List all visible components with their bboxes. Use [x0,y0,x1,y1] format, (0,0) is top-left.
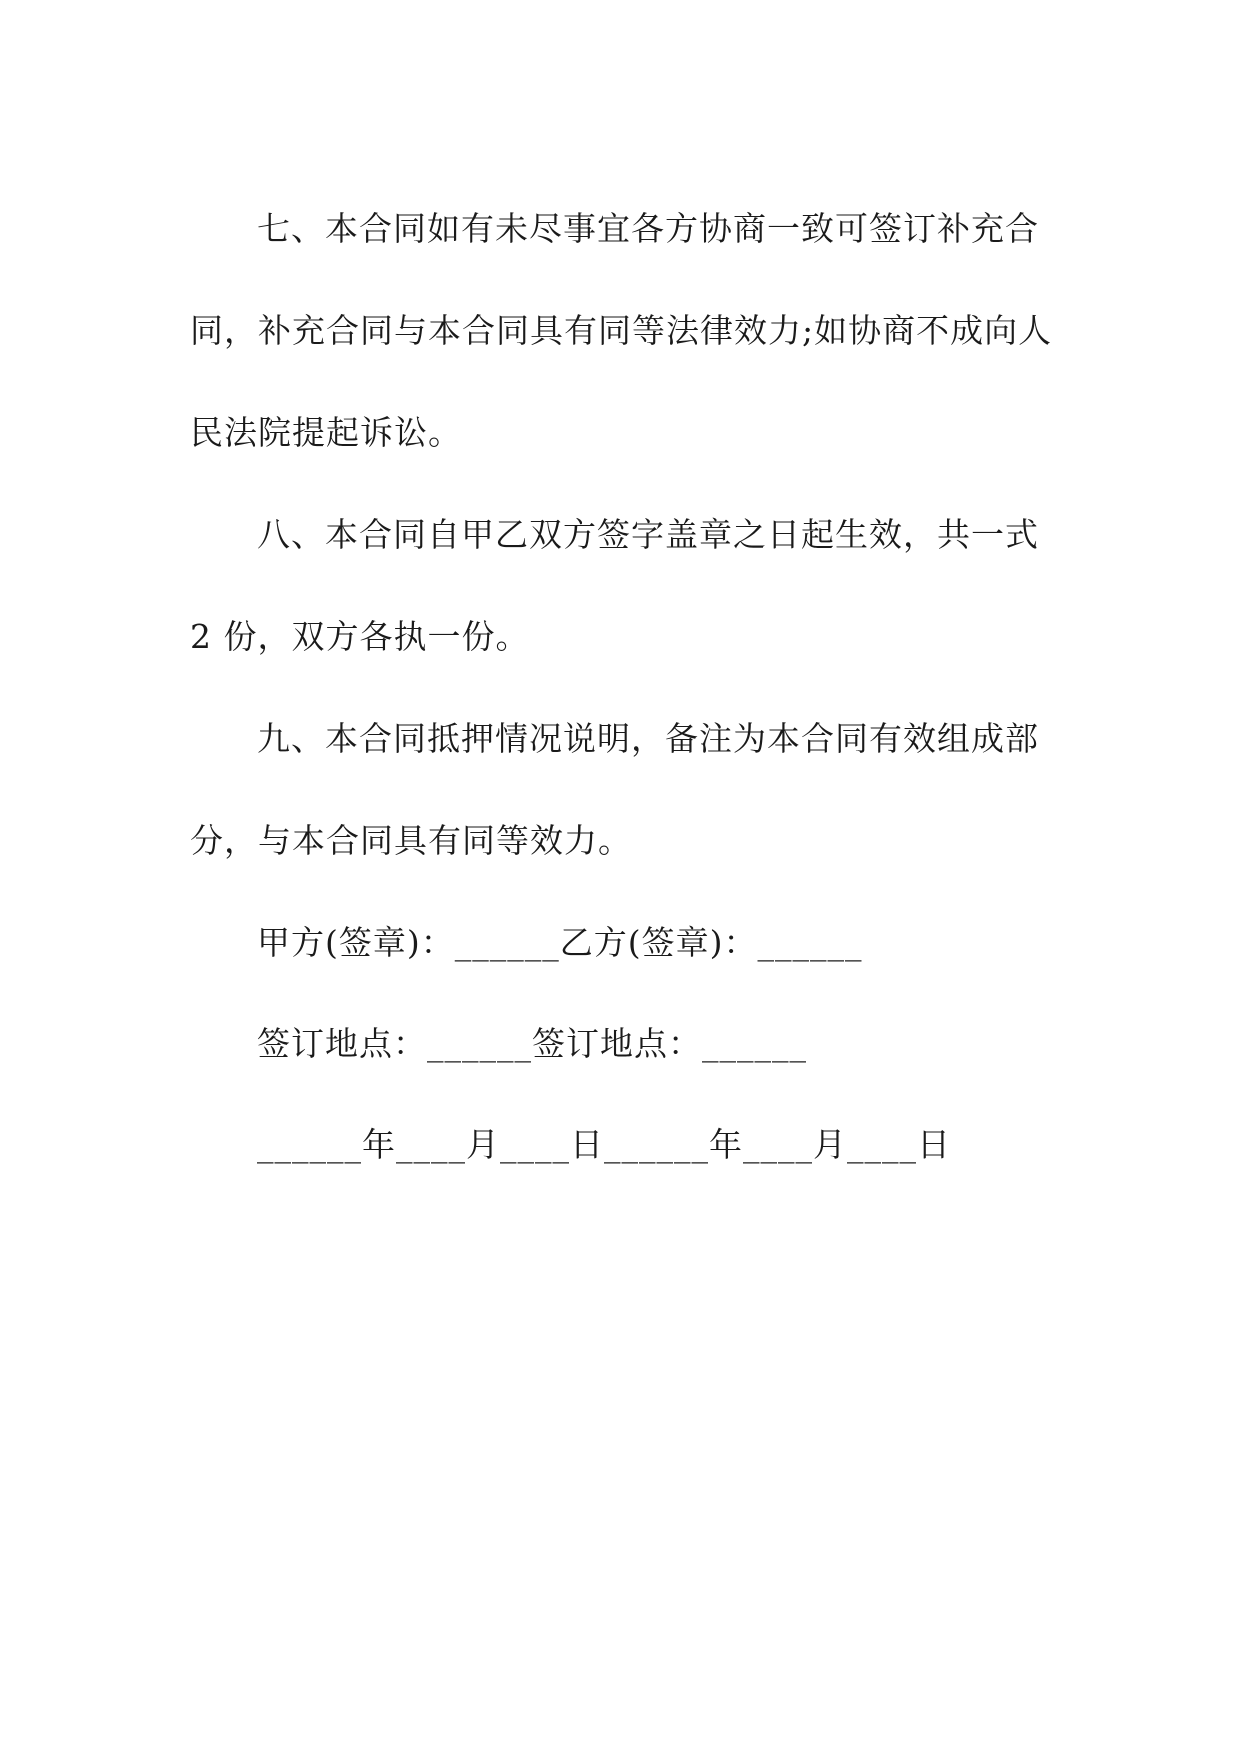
clause-9-line-2: 分，与本合同具有同等效力。 [190,821,632,860]
signing-date-line: ______年____月____日______年____月____日 [257,1125,951,1164]
clause-8-line-1: 八、本合同自甲乙双方签字盖章之日起生效，共一式 [257,515,1039,554]
clause-7-line-2: 同，补充合同与本合同具有同等法律效力;如协商不成向人 [190,311,1053,350]
clause-7-line-3: 民法院提起诉讼。 [190,413,462,452]
clause-7-line-1: 七、本合同如有未尽事宜各方协商一致可签订补充合 [257,209,1039,248]
document-body [190,178,1060,1195]
clause-8-line-2: 2 份，双方各执一份。 [190,617,530,656]
clause-8 [190,484,1060,688]
clause-9 [190,688,1060,892]
signing-place-line: 签订地点：______签订地点：______ [257,1024,807,1063]
seal-line: 甲方(签章)：______乙方(签章)：______ [257,923,863,962]
signature-block [190,892,1060,1195]
clause-9-line-1: 九、本合同抵押情况说明，备注为本合同有效组成部 [257,719,1039,758]
clause-7 [190,178,1060,484]
